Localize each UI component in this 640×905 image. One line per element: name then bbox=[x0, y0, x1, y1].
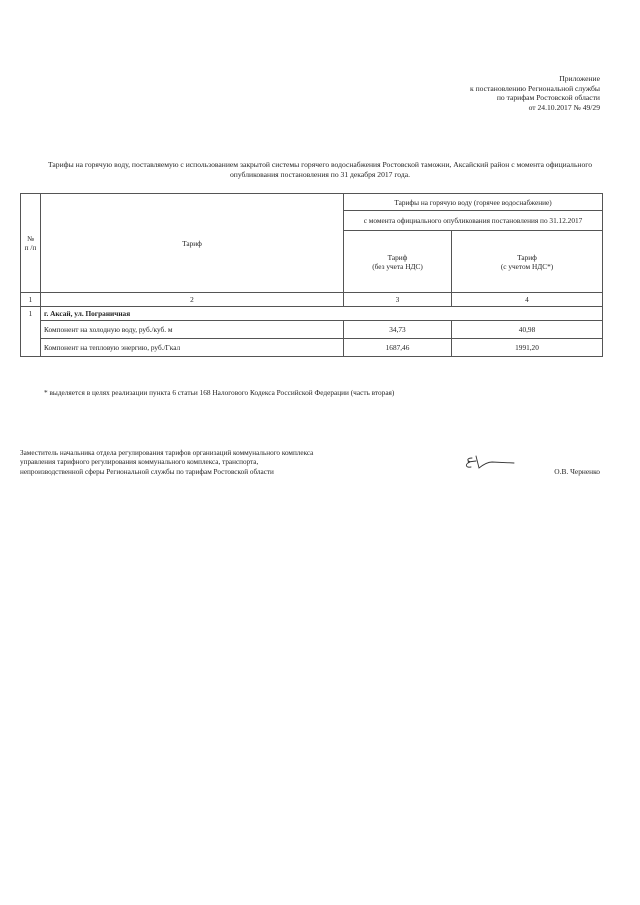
header-group bbox=[344, 194, 603, 211]
row-without-vat: 34,73 bbox=[344, 321, 452, 339]
numbering-cell-2: 2 bbox=[41, 293, 344, 307]
row-label: Компонент на холодную воду, руб./куб. м bbox=[41, 321, 344, 339]
appendix-line-1: Приложение bbox=[559, 74, 600, 83]
header-tariff-text: Тариф bbox=[182, 238, 202, 248]
footnote: * выделяется в целях реализации пункта 6 статьи 168 Налогового Кодекса Российской Федерации (часть вторая) bbox=[44, 388, 395, 397]
tariff-table bbox=[20, 193, 603, 357]
header-without-vat-text: Тариф (без учета НДС) bbox=[372, 252, 423, 271]
header-group-text: Тарифы на горячую воду (горячее водоснабжение) bbox=[394, 197, 552, 207]
header-without-vat bbox=[344, 231, 452, 293]
table-row bbox=[21, 339, 603, 357]
row-label: Компонент на тепловую энергию, руб./Гкал bbox=[41, 339, 344, 357]
section-name: г. Аксай, ул. Пограничная bbox=[41, 307, 603, 321]
header-period-text: с момента официального опубликования постановления по 31.12.2017 bbox=[363, 216, 583, 225]
title-line-1: Тарифы на горячую воду, поставляемую с использованием закрытой системы горячего водоснабжения Ростовской таможни, Аксайский район с момента официального bbox=[47, 160, 593, 169]
table-row bbox=[21, 321, 603, 339]
header-number-text: № п /п bbox=[24, 234, 37, 252]
header-number bbox=[21, 194, 41, 293]
section-number: 1 bbox=[21, 307, 41, 357]
appendix-line-2: к постановлению Региональной службы bbox=[469, 83, 600, 93]
header-with-vat bbox=[452, 231, 603, 293]
title-line-2: опубликования постановления по 31 декабря 2017 года. bbox=[230, 169, 410, 179]
handwritten-signature bbox=[462, 452, 518, 474]
signature-line-3: непроизводственной сферы Региональной службы по тарифам Ростовской области bbox=[20, 467, 274, 476]
header-period bbox=[344, 211, 603, 231]
row-without-vat: 1687,46 bbox=[344, 339, 452, 357]
appendix-header bbox=[340, 74, 600, 112]
row-with-vat: 40,98 bbox=[452, 321, 603, 339]
numbering-cell-3: 3 bbox=[344, 293, 452, 307]
numbering-cell-1: 1 bbox=[21, 293, 41, 307]
appendix-line-3: по тарифам Ростовской области bbox=[496, 93, 600, 103]
header-tariff bbox=[41, 194, 344, 293]
document-title bbox=[30, 160, 610, 179]
header-with-vat-text: Тариф (с учетом НДС*) bbox=[500, 252, 554, 271]
appendix-line-4: от 24.10.2017 № 49/29 bbox=[528, 102, 600, 112]
signature-line-1: Заместитель начальника отдела регулирования тарифов организаций коммунального комплекса bbox=[20, 449, 314, 457]
signature-line-2: управления тарифного регулирования коммунального комплекса, транспорта, bbox=[20, 458, 259, 467]
signer-name: О.В. Черненко bbox=[554, 467, 600, 476]
row-with-vat: 1991,20 bbox=[452, 339, 603, 357]
numbering-cell-4: 4 bbox=[452, 293, 603, 307]
signature-position bbox=[20, 449, 350, 477]
